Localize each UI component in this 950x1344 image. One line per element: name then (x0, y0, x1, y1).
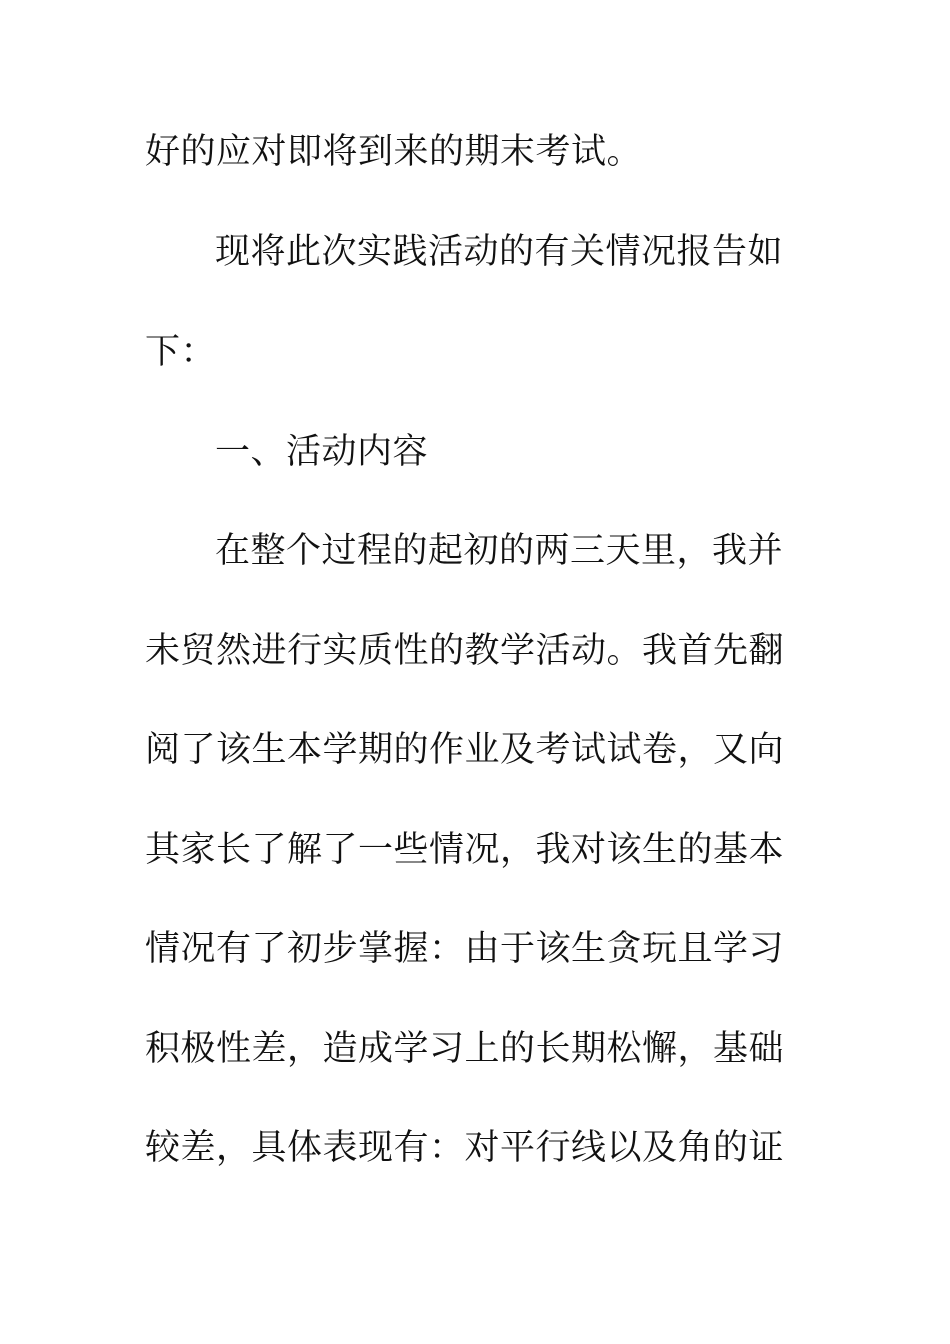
paragraph-line: 其家长了解了一些情况，我对该生的基本 (145, 830, 785, 870)
paragraph-line: 积极性差，造成学习上的长期松懈，基础 (145, 1029, 785, 1069)
paragraph-line: 较差，具体表现有：对平行线以及角的证 (145, 1128, 785, 1168)
paragraph-line: 在整个过程的起初的两三天里，我并 (215, 531, 784, 571)
paragraph-line: 下： (145, 332, 217, 372)
paragraph-line: 未贸然进行实质性的教学活动。我首先翻 (145, 631, 785, 671)
paragraph-line: 好的应对即将到来的期末考试。 (145, 132, 643, 172)
paragraph-line: 阅了该生本学期的作业及考试试卷，又向 (145, 730, 785, 770)
paragraph-line: 情况有了初步掌握：由于该生贪玩且学习 (145, 929, 785, 969)
section-heading: 一、活动内容 (215, 432, 429, 472)
paragraph-line: 现将此次实践活动的有关情况报告如 (215, 232, 784, 272)
